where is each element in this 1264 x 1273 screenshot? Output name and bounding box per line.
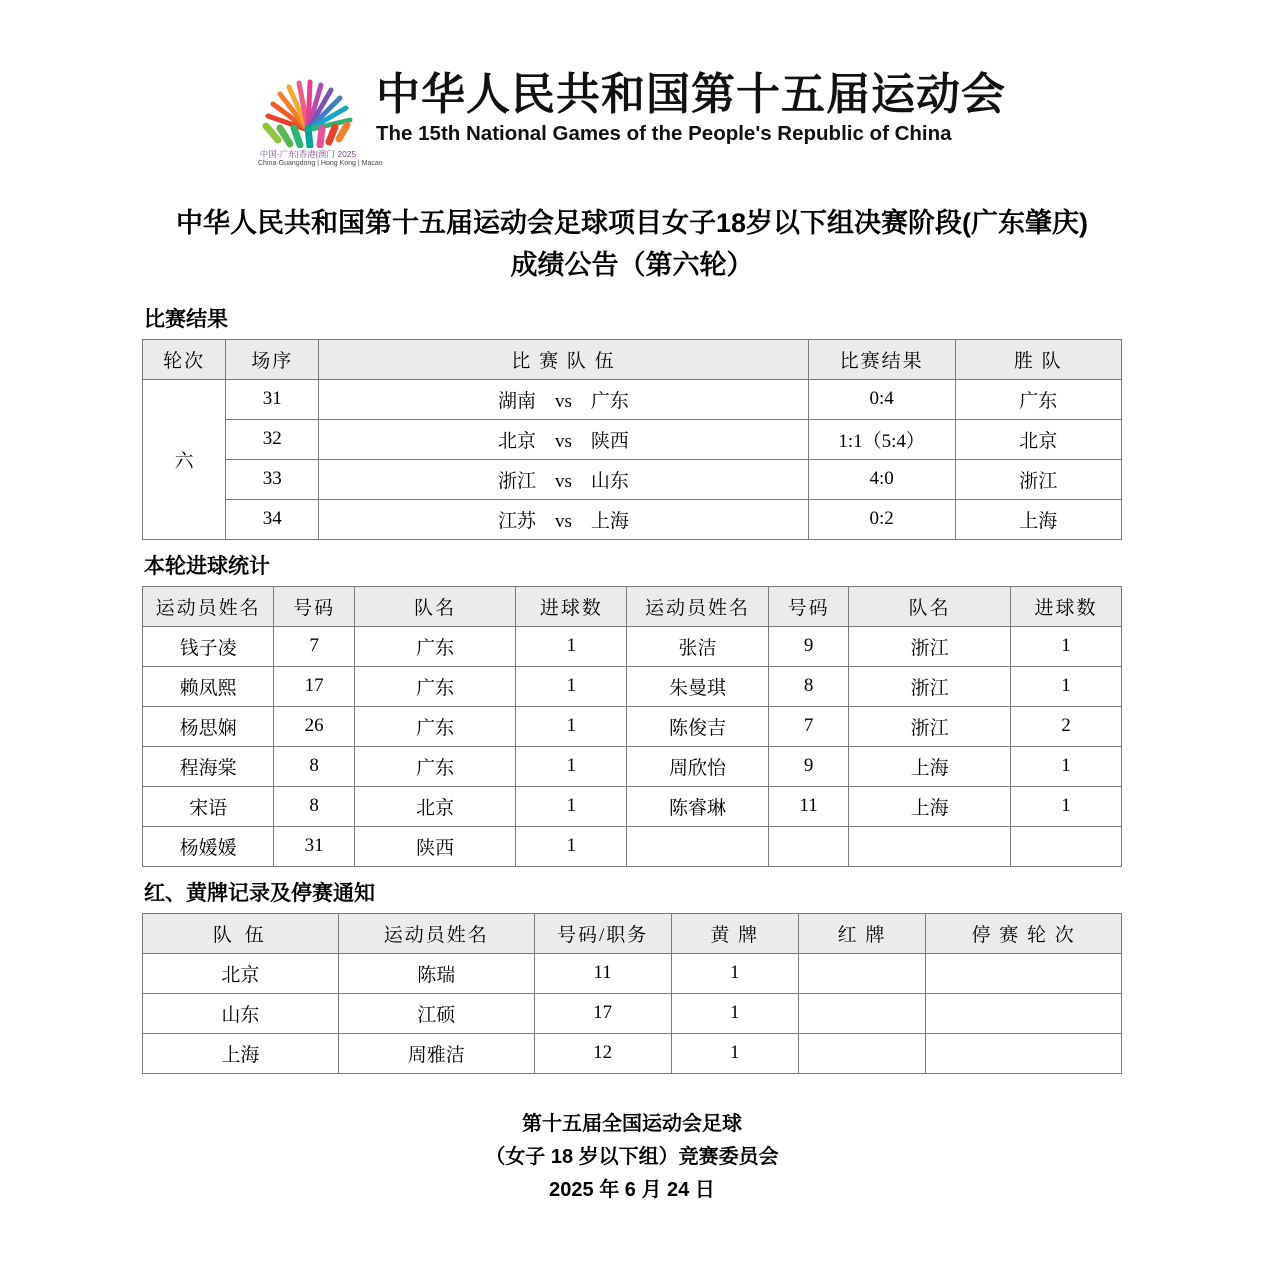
player-name: 陈睿琳 [627, 786, 768, 826]
page-title [40, 203, 1224, 287]
match-no: 33 [226, 459, 319, 499]
player-name: 赖凤熙 [143, 666, 274, 706]
player-name: 张洁 [627, 626, 768, 666]
table-row [143, 706, 1122, 746]
match-no: 32 [226, 419, 319, 459]
col-winner: 胜 队 [955, 339, 1121, 379]
yellow-card-count: 1 [671, 953, 798, 993]
wordmark-en: The 15th National Games of the People's Republic of China [376, 122, 952, 146]
red-card-count [798, 953, 925, 993]
player-number: 8 [768, 666, 849, 706]
goal-count: 1 [516, 626, 627, 666]
goal-count: 1 [516, 666, 627, 706]
table-row [143, 419, 1122, 459]
player-name: 杨思娴 [143, 706, 274, 746]
team-name: 广东 [354, 666, 515, 706]
signature-date: 2025 年 6 月 24 日 [549, 1178, 715, 1201]
player-name: 朱曼琪 [627, 666, 768, 706]
match-score: 0:4 [808, 379, 955, 419]
match-winner: 北京 [955, 419, 1121, 459]
goal-count: 1 [516, 706, 627, 746]
masthead [0, 70, 1264, 175]
team-name: 上海 [143, 1033, 339, 1073]
player-number: 9 [768, 746, 849, 786]
round-cell: 六 [143, 379, 226, 539]
match-teams: 浙江 vs 山东 [319, 459, 809, 499]
section-card-records [142, 877, 1122, 1074]
table-row [143, 379, 1122, 419]
goal-stats-table [142, 586, 1122, 867]
player-number: 9 [768, 626, 849, 666]
player-name: 周雅洁 [338, 1033, 534, 1073]
col-number-or-role: 号码/职务 [534, 913, 671, 953]
table-header-row [143, 339, 1122, 379]
player-number: 11 [534, 953, 671, 993]
team-name: 浙江 [849, 706, 1010, 746]
player-number: 17 [534, 993, 671, 1033]
table-row [143, 666, 1122, 706]
table-header-row [143, 913, 1122, 953]
wordmark [376, 70, 1006, 146]
team-name: 广东 [354, 626, 515, 666]
games-emblem-icon [258, 70, 383, 175]
player-number: 7 [768, 706, 849, 746]
team-name: 浙江 [849, 626, 1010, 666]
signature-line2: （女子 18 岁以下组）竞赛委员会 [485, 1145, 779, 1168]
signature-block [0, 1108, 1264, 1207]
team-name: 北京 [143, 953, 339, 993]
table-row [143, 499, 1122, 539]
player-number: 26 [274, 706, 355, 746]
match-teams: 江苏 vs 上海 [319, 499, 809, 539]
team-name: 广东 [354, 746, 515, 786]
player-name: 周欣怡 [627, 746, 768, 786]
table-row [143, 826, 1122, 866]
player-number: 12 [534, 1033, 671, 1073]
player-number: 8 [274, 786, 355, 826]
col-number-left: 号码 [274, 586, 355, 626]
match-results-table [142, 339, 1122, 540]
team-name [849, 826, 1010, 866]
table-row [143, 953, 1122, 993]
team-name: 上海 [849, 786, 1010, 826]
section-goal-stats [142, 550, 1122, 867]
player-number: 17 [274, 666, 355, 706]
suspension-rounds [926, 953, 1122, 993]
col-number-right: 号码 [768, 586, 849, 626]
col-goals-right: 进球数 [1010, 586, 1121, 626]
team-name: 北京 [354, 786, 515, 826]
match-score: 0:2 [808, 499, 955, 539]
player-number [768, 826, 849, 866]
yellow-card-count: 1 [671, 993, 798, 1033]
player-name: 宋语 [143, 786, 274, 826]
player-number: 31 [274, 826, 355, 866]
emblem-caption-cn: 中国·广东|香港|澳门 2025 [259, 149, 357, 159]
player-name: 陈俊吉 [627, 706, 768, 746]
wordmark-cn: 中华人民共和国第十五届运动会 [376, 70, 1006, 119]
goal-count [1010, 826, 1121, 866]
team-name: 陕西 [354, 826, 515, 866]
match-winner: 浙江 [955, 459, 1121, 499]
team-name: 广东 [354, 706, 515, 746]
match-winner: 上海 [955, 499, 1121, 539]
team-name: 上海 [849, 746, 1010, 786]
col-player-name-right: 运动员姓名 [627, 586, 768, 626]
player-number: 8 [274, 746, 355, 786]
table-row [143, 626, 1122, 666]
col-goals-left: 进球数 [516, 586, 627, 626]
goal-count: 1 [516, 786, 627, 826]
section-title-cards: 红、黄牌记录及停赛通知 [144, 881, 375, 905]
match-score: 4:0 [808, 459, 955, 499]
col-player-name-left: 运动员姓名 [143, 586, 274, 626]
col-team: 队 伍 [143, 913, 339, 953]
page-title-line1: 中华人民共和国第十五届运动会足球项目女子18岁以下组决赛阶段(广东肇庆) [175, 208, 1088, 238]
match-teams: 湖南 vs 广东 [319, 379, 809, 419]
table-row [143, 993, 1122, 1033]
goal-count: 1 [516, 826, 627, 866]
table-row [143, 786, 1122, 826]
col-match-no: 场序 [226, 339, 319, 379]
player-name: 钱子凌 [143, 626, 274, 666]
player-name [627, 826, 768, 866]
col-red-card: 红 牌 [798, 913, 925, 953]
card-records-table [142, 913, 1122, 1074]
emblem-caption [258, 149, 383, 168]
player-name: 陈瑞 [338, 953, 534, 993]
col-score: 比赛结果 [808, 339, 955, 379]
goal-count: 1 [516, 746, 627, 786]
signature-line1: 第十五届全国运动会足球 [522, 1112, 742, 1135]
red-card-count [798, 1033, 925, 1073]
table-row [143, 1033, 1122, 1073]
team-name: 山东 [143, 993, 339, 1033]
table-header-row [143, 586, 1122, 626]
team-name: 浙江 [849, 666, 1010, 706]
page-title-line2: 成绩公告（第六轮） [510, 249, 754, 280]
match-no: 34 [226, 499, 319, 539]
player-name: 江硕 [338, 993, 534, 1033]
section-match-results [142, 303, 1122, 540]
col-yellow-card: 黄 牌 [671, 913, 798, 953]
table-row [143, 746, 1122, 786]
section-title-results: 比赛结果 [144, 307, 228, 331]
col-teams: 比 赛 队 伍 [319, 339, 809, 379]
match-score: 1:1（5:4） [808, 419, 955, 459]
goal-count: 2 [1010, 706, 1121, 746]
col-player-name: 运动员姓名 [338, 913, 534, 953]
match-winner: 广东 [955, 379, 1121, 419]
player-number: 11 [768, 786, 849, 826]
suspension-rounds [926, 1033, 1122, 1073]
suspension-rounds [926, 993, 1122, 1033]
match-no: 31 [226, 379, 319, 419]
player-name: 杨媛媛 [143, 826, 274, 866]
col-team-left: 队名 [354, 586, 515, 626]
col-suspension-rounds: 停 赛 轮 次 [926, 913, 1122, 953]
goal-count: 1 [1010, 746, 1121, 786]
goal-count: 1 [1010, 666, 1121, 706]
table-row [143, 459, 1122, 499]
player-number: 7 [274, 626, 355, 666]
emblem-caption-en: China·Guangdong | Hong Kong | Macao [258, 159, 383, 167]
emblem-graphic [258, 70, 358, 148]
goal-count: 1 [1010, 626, 1121, 666]
yellow-card-count: 1 [671, 1033, 798, 1073]
goal-count: 1 [1010, 786, 1121, 826]
section-title-goals: 本轮进球统计 [144, 554, 270, 578]
match-teams: 北京 vs 陕西 [319, 419, 809, 459]
col-round: 轮次 [143, 339, 226, 379]
col-team-right: 队名 [849, 586, 1010, 626]
player-name: 程海棠 [143, 746, 274, 786]
red-card-count [798, 993, 925, 1033]
